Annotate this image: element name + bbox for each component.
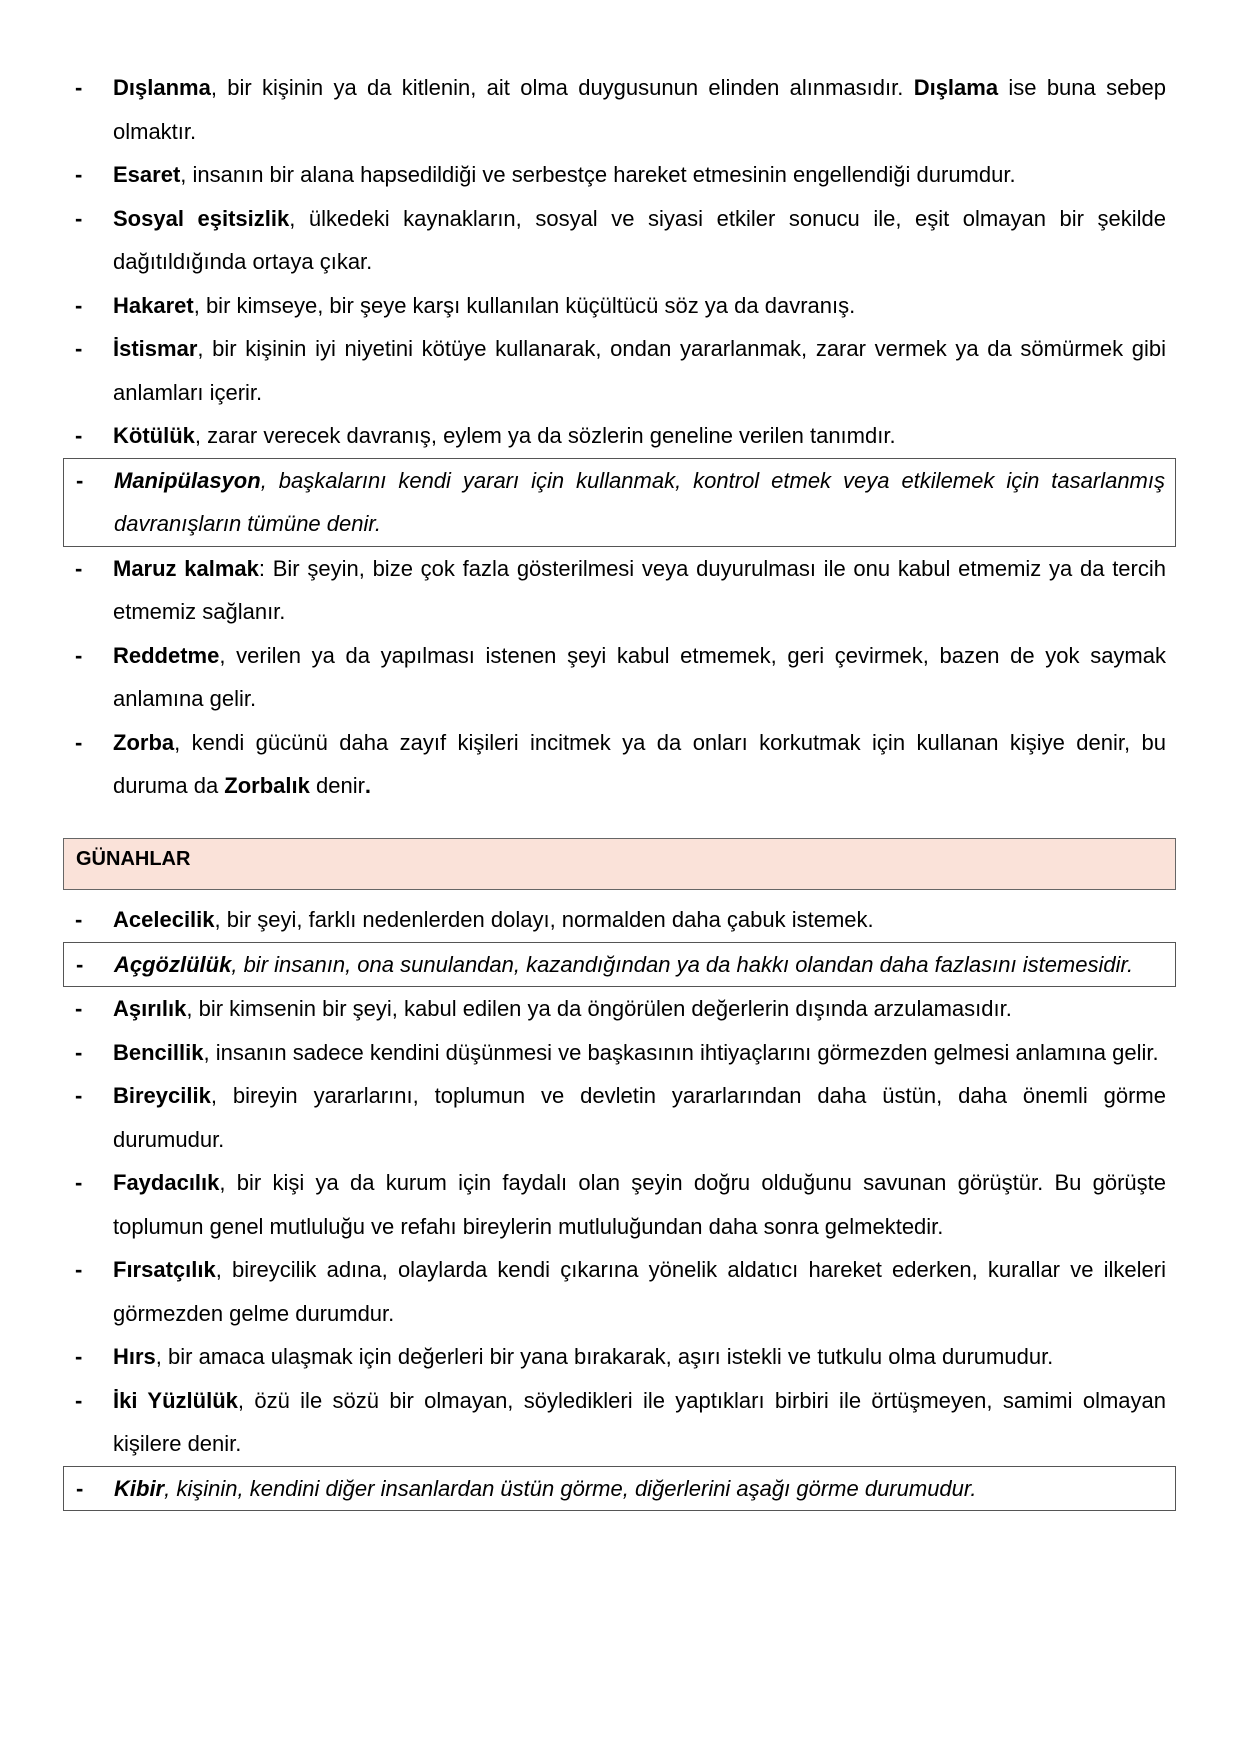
definition: , ülkedeki kaynakların, sosyal ve siyasi etkiler sonucu ile, eşit olmayan bir şekilde dağıtıldığında ortaya çıkar.	[113, 205, 1167, 274]
definition: , bir şeyi, farklı nedenlerden dolayı, normalden daha çabuk istemek.	[214, 907, 874, 932]
bullet-dash: -	[76, 1475, 84, 1501]
definition: , bir insanın, ona sunulandan, kazandığından ya da hakkı olandan daha fazlasını istemesidir.	[231, 951, 1134, 977]
bullet-dash: -	[75, 996, 83, 1021]
term: Bireycilik	[113, 1083, 211, 1108]
definition: , bir kişinin iyi niyetini kötüye kullanarak, ondan yararlanmak, zarar vermek ya da sömürmek gibi anlamları içerir.	[113, 336, 1166, 405]
bullet-dash: -	[76, 951, 84, 977]
bullet-dash: -	[75, 642, 83, 668]
definition: , insanın sadece kendini düşünmesi ve başkasının ihtiyaçlarını görmezden gelmesi anlamına gelir.	[203, 1039, 1159, 1065]
definition: , bir kişi ya da kurum için faydalı olan şeyin doğru olduğunu savunan görüştür. Bu görüşte toplumun genel mutluluğu ve refahı bireylerin mutluluğundan daha sonra gelmektedir.	[113, 1170, 1166, 1239]
list-item	[63, 1074, 1176, 1161]
term: Faydacılık	[113, 1170, 220, 1195]
bullet-dash: -	[75, 336, 83, 361]
definition: , bir kişinin ya da kitlenin, ait olma duygusunun elinden alınmasıdır.	[210, 75, 914, 100]
term: Maruz kalmak	[113, 555, 259, 581]
list-item	[63, 153, 1176, 197]
term: Açgözlülük	[114, 951, 232, 977]
definition: , bir kimsenin bir şeyi, kabul edilen ya da öngörülen değerlerin dışında arzulamasıdır.	[186, 996, 1012, 1021]
list-item	[63, 1335, 1176, 1379]
bullet-dash: -	[75, 292, 83, 318]
term: Bencillik	[113, 1039, 204, 1065]
highlighted-list-item	[63, 458, 1176, 547]
section-heading: GÜNAHLAR	[63, 838, 1176, 890]
definition: , verilen ya da yapılması istenen şeyi kabul etmemek, geri çevirmek, bazen de yok saymak anlamına gelir.	[113, 642, 1166, 711]
term: Fırsatçılık	[113, 1257, 216, 1282]
bullet-dash: -	[75, 1257, 83, 1282]
definition: , bir amaca ulaşmak için değerleri bir yana bırakarak, aşırı istekli ve tutkulu olma durumudur.	[155, 1344, 1054, 1369]
list-item	[63, 634, 1176, 721]
bullet-dash: -	[75, 1170, 83, 1195]
term: Dışlanma	[113, 75, 211, 100]
bullet-dash: -	[75, 1083, 83, 1108]
term: Reddetme	[113, 642, 220, 668]
term: Aşırılık	[113, 996, 187, 1021]
list-item	[63, 197, 1176, 284]
bullet-dash: -	[75, 1344, 83, 1369]
definition: , bireycilik adına, olaylarda kendi çıkarına yönelik aldatıcı hareket ederken, kurallar ve ilkeleri görmezden gelme durumdur.	[113, 1257, 1166, 1326]
bullet-dash: -	[76, 467, 84, 493]
bullet-dash: -	[75, 555, 83, 581]
term: Kötülük	[113, 423, 195, 448]
list-item	[63, 1031, 1176, 1075]
definition: , zarar verecek davranış, eylem ya da sözlerin geneline verilen tanımdır.	[194, 423, 896, 448]
highlighted-list-item	[63, 942, 1176, 988]
list-item	[63, 414, 1176, 458]
bullet-dash: -	[75, 907, 83, 932]
period: .	[364, 773, 372, 798]
term: Acelecilik	[113, 907, 215, 932]
list-item	[63, 987, 1176, 1031]
bullet-dash: -	[75, 1387, 83, 1413]
highlighted-list-item	[63, 1466, 1176, 1512]
definition: : Bir şeyin, bize çok fazla gösterilmesi veya duyurulması ile onu kabul etmemiz ya da tercih etmemiz sağlanır.	[113, 555, 1166, 624]
term: Hırs	[113, 1344, 156, 1369]
bullet-dash: -	[75, 205, 83, 231]
definition: , başkalarını kendi yararı için kullanmak, kontrol etmek veya etkilemek için tasarlanmış davranışların tümüne denir.	[114, 467, 1165, 536]
definition: , kişinin, kendini diğer insanlardan üstün görme, diğerlerini aşağı görme durumudur.	[164, 1475, 977, 1501]
term: Esaret	[113, 162, 181, 187]
bullet-dash: -	[75, 1039, 83, 1065]
list-item	[63, 1248, 1176, 1335]
definition: , kendi gücünü daha zayıf kişileri incitmek ya da onları korkutmak için kullanan kişiye denir, bu duruma da	[113, 729, 1166, 798]
definition: , özü ile sözü bir olmayan, söyledikleri ile yaptıkları birbiri ile örtüşmeyen, samimi olmayan kişilere denir.	[113, 1387, 1167, 1456]
list-item	[63, 1161, 1176, 1248]
list-item	[63, 284, 1176, 328]
term: Sosyal eşitsizlik	[113, 205, 290, 231]
list-item	[63, 1379, 1176, 1466]
term: Dışlama	[913, 75, 999, 100]
list-item	[63, 66, 1176, 153]
term: Kibir	[114, 1475, 165, 1501]
bullet-dash: -	[75, 162, 83, 187]
term: Zorba	[113, 729, 175, 755]
list-item	[63, 898, 1176, 942]
term: Hakaret	[113, 292, 194, 318]
term: İstismar	[113, 336, 198, 361]
definition-list-1	[63, 66, 1176, 808]
term: İki Yüzlülük	[113, 1387, 238, 1413]
term: Manipülasyon	[114, 467, 261, 493]
definition: ise buna sebep olmaktır.	[113, 75, 1167, 144]
list-item	[63, 721, 1176, 808]
definition: , insanın bir alana hapsedildiği ve serbestçe hareket etmesinin engellendiği durumdur.	[180, 162, 1016, 187]
bullet-dash: -	[75, 75, 83, 100]
term: Zorbalık	[224, 773, 310, 798]
bullet-dash: -	[75, 423, 83, 448]
definition: denir	[309, 773, 365, 798]
definition: , bir kimseye, bir şeye karşı kullanılan küçültücü söz ya da davranış.	[193, 292, 856, 318]
list-item	[63, 547, 1176, 634]
bullet-dash: -	[75, 729, 83, 755]
list-item	[63, 327, 1176, 414]
definition: , bireyin yararlarını, toplumun ve devletin yararlarından daha üstün, daha önemli görme durumudur.	[113, 1083, 1166, 1152]
definition-list-2	[63, 898, 1176, 1511]
